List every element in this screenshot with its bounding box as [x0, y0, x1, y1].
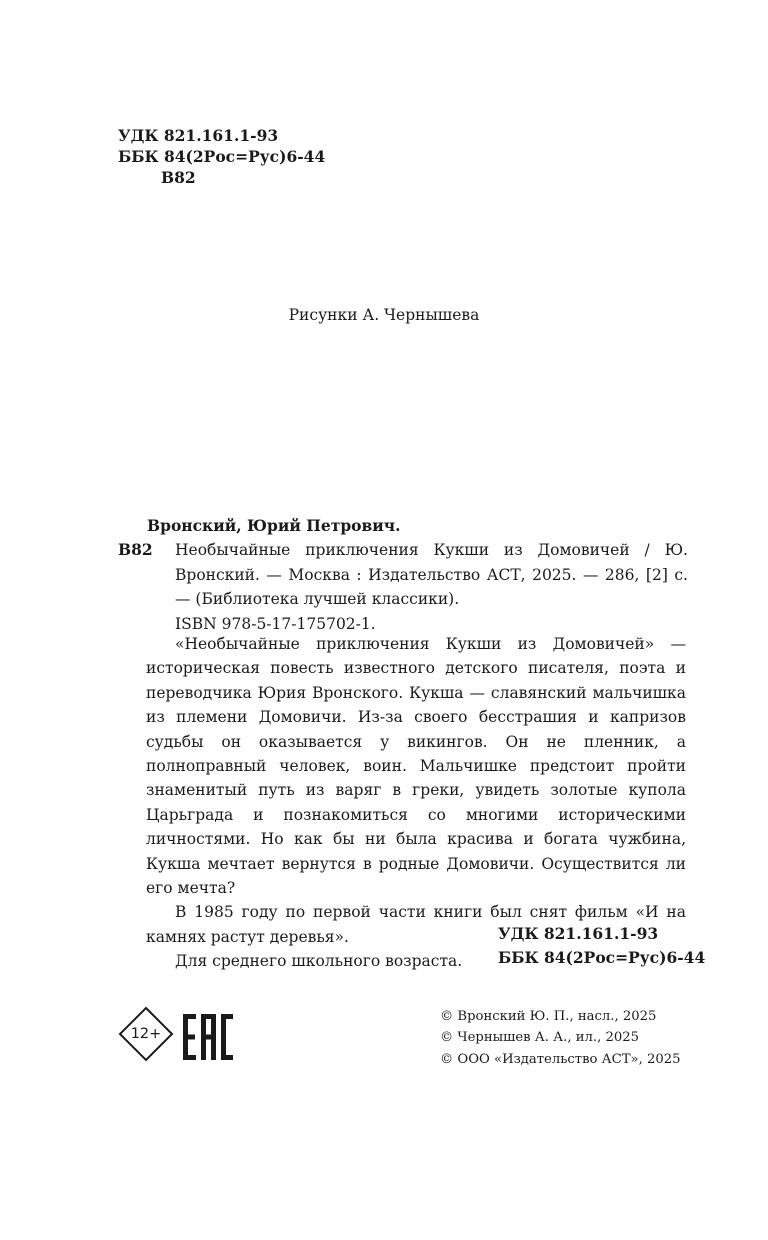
annotation-paragraph-1: «Необычайные приключения Кукши из Домовичей» — историческая повесть известного детского писателя, поэта и переводчика Юрия Вронского. Кукша — славянский мальчишка из племени Домовичи. Из-за своего бесстрашия и капризов судьбы он оказывается у викингов. Он не пленник, а полноправный человек, воин. Мальчишке предстоит пройти знаменитый путь из варяг в греки, увидеть золотые купола Царьграда и познакомиться со многими историческими личностями. Но как бы ни была красива и богата чужбина, Кукша мечтает вернутся в родные Домовичи. Осуществится ли его мечта?: [146, 635, 686, 898]
eac-icon: [182, 1013, 234, 1061]
copyright-block: [440, 1006, 681, 1070]
bib-title-text: Необычайные приключения Кукши из Домовичей / Ю. Вронский. — Москва : Издательство АСТ, 2025. — 286, [2] с. — (Библиотека лучшей классики).: [175, 541, 688, 609]
bibliographic-record: [118, 514, 688, 636]
bib-author: Вронский, Юрий Петрович.: [147, 516, 401, 535]
udk-code-bottom: УДК 821.161.1-93: [498, 924, 659, 943]
classification-block-bottom: [498, 922, 705, 971]
bib-description: [118, 538, 688, 611]
isbn: ISBN 978-5-17-175702-1.: [175, 614, 376, 633]
author-sign: В82: [161, 168, 196, 187]
bib-author-sign: В82: [118, 540, 153, 560]
annotation-paragraph-2: В 1985 году по первой части книги был снят фильм «И на камнях растут деревья».: [146, 903, 686, 946]
udk-code: УДК 821.161.1-93: [118, 126, 279, 145]
copyright-line: © ООО «Издательство АСТ», 2025: [440, 1051, 681, 1067]
age-rating-badge: [118, 1006, 174, 1062]
copyright-line: © Чернышев А. А., ил., 2025: [440, 1030, 640, 1046]
classification-block-top: [118, 125, 325, 188]
copyright-line: © Вронский Ю. П., насл., 2025: [440, 1009, 657, 1024]
bbk-code-bottom: ББК 84(2Рос=Рус)6-44: [498, 948, 706, 968]
bbk-code: ББК 84(2Рос=Рус)6-44: [118, 147, 326, 166]
annotation-paragraph-3: Для среднего школьного возраста.: [175, 952, 463, 971]
illustrator-credit: Рисунки А. Чернышева: [288, 306, 480, 324]
age-rating-label: 12+: [130, 1026, 162, 1042]
